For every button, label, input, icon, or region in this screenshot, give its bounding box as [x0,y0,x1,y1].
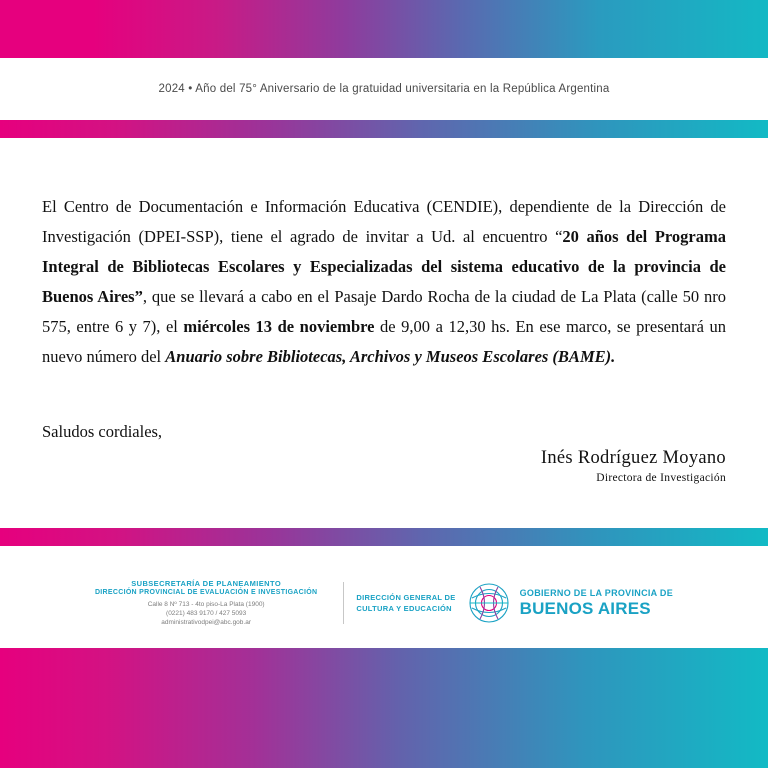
footer-direccion-line2: CULTURA Y EDUCACIÓN [356,603,452,613]
paragraph-text-2: , que se llevará a cabo en el Pasaje Dardo Rocha de la ciudad de La Plata (calle 50 nro 575, entre 6 y 7), el [42,287,726,336]
footer-divider [343,582,344,624]
footer-subsecretaria-line2: DIRECCIÓN PROVINCIAL DE EVALUACIÓN E INVESTIGACIÓN [94,588,318,596]
footer-address-line2: (0221) 483 9170 / 427 5093 [166,609,247,617]
footer-direccion-line1: DIRECCIÓN GENERAL DE [356,592,456,602]
government-line2: BUENOS AIRES [519,598,651,618]
letter-body [42,192,726,372]
footer-direccion-general-block [356,592,465,614]
second-gradient-bar [0,120,768,138]
footer-subsecretaria-block [95,579,331,627]
footer-government-logo [466,580,673,626]
top-gradient-bar [0,0,768,58]
footer-address [95,600,317,627]
paragraph-text-3: de 9,00 a 12,30 hs. En ese marco, se presentará un nuevo número del [42,317,726,366]
header-band [0,58,768,120]
signature-role: Directora de Investigación [596,472,726,484]
signature-block [541,448,726,484]
header-slogan: 2024 • Año del 75° Aniversario de la gratuidad universitaria en la República Argentina [158,83,610,95]
signature-name: Inés Rodríguez Moyano [540,448,726,468]
paragraph-text-1: El Centro de Documentación e Información Educativa (CENDIE), dependiente de la Dirección de Investigación (DPEI-SSP), tiene el agrado de invitar a Ud. al encuentro “ [42,197,726,246]
paragraph-bold-2: miércoles 13 de noviembre [183,317,375,336]
footer-address-line1: Calle 8 Nº 713 - 4to piso-La Plata (1900) [147,600,265,608]
letter-paragraph [42,192,726,372]
footer-logos [0,565,768,640]
government-text [520,589,673,617]
paragraph-bolditalic-1: Anuario sobre Bibliotecas, Archivos y Museos Escolares (BAME). [165,347,616,366]
salutation: Saludos cordiales, [42,422,163,441]
third-gradient-bar [0,528,768,546]
provincia-emblem-icon [466,580,512,626]
government-line1: GOBIERNO DE LA PROVINCIA DE [519,587,674,598]
bottom-gradient-bar [0,648,768,768]
footer-subsecretaria-line1: SUBSECRETARÍA DE PLANEAMIENTO [131,578,282,588]
paragraph-bold-1: 20 años del Programa Integral de Bibliotecas Escolares y Especializadas del sistema educativo de la provincia de Buenos Aires” [42,227,726,306]
footer-address-email: administrativodpei@abc.gob.ar [161,618,251,626]
